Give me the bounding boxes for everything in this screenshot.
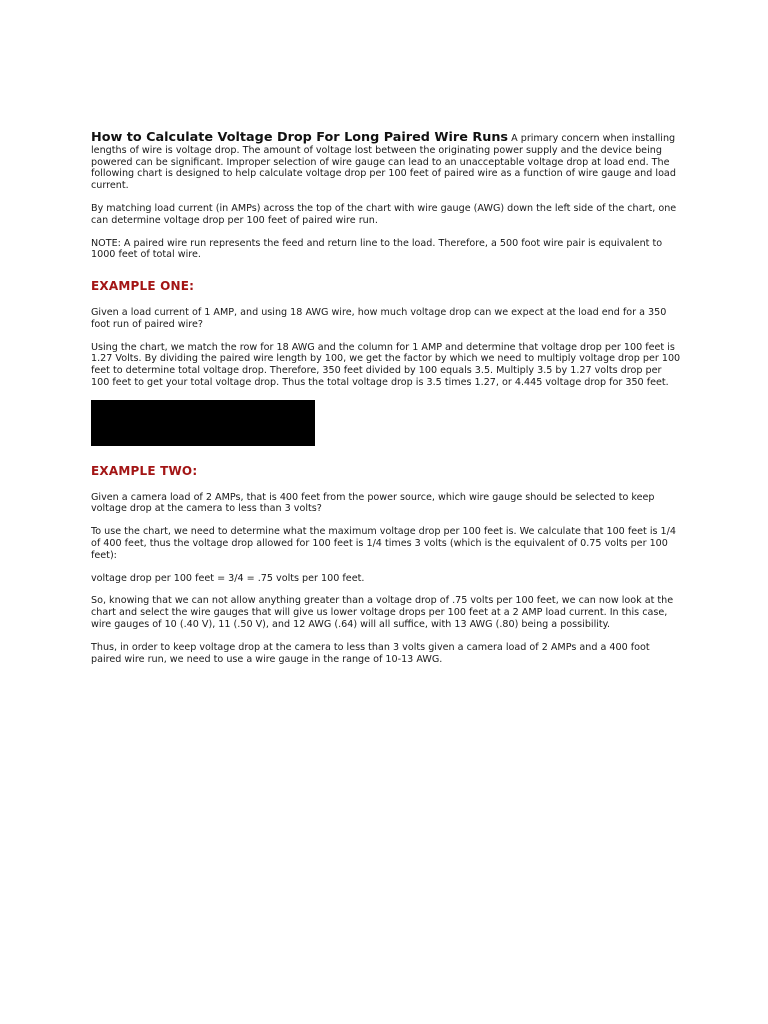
example-two-question: Given a camera load of 2 AMPs, that is 400 feet from the power source, which wire gauge should be selected to keep voltage drop at the camera to less than 3 volts? [91,491,655,515]
example-two-heading: EXAMPLE TWO: [91,463,198,478]
document-page [91,132,681,676]
note-paragraph: NOTE: A paired wire run represents the feed and return line to the load. Therefore, a 500 foot wire pair is equivalent to 1000 feet of total wire. [91,237,663,261]
example-two-step1: To use the chart, we need to determine what the maximum voltage drop per 100 feet is. We calculate that 100 feet is 1/4 of 400 feet, thus the voltage drop allowed for 100 feet is 1/4 times 3 volts (which is the equivalent of 0.75 volts per 100 feet): [91,526,676,561]
example-two-conclusion: Thus, in order to keep voltage drop at the camera to less than 3 volts given a camera load of 2 AMPs and a 400 foot paired wire run, we need to use a wire gauge in the range of 10-13 AWG. [91,641,650,665]
matching-paragraph: By matching load current (in AMPs) across the top of the chart with wire gauge (AWG) down the left side of the chart, one can determine voltage drop per 100 feet of paired wire run. [91,202,677,226]
example-one-explanation: Using the chart, we match the row for 18 AWG and the column for 1 AMP and determine that voltage drop per 100 feet is 1.27 Volts. By dividing the paired wire length by 100, we get the factor by which we need to multiply voltage drop per 100 feet to determine total voltage drop. Therefore, 350 feet divided by 100 equals 3.5. Multiply 3.5 by 1.27 volts drop per 100 feet to get your total voltage drop. Thus the total voltage drop is 3.5 times 1.27, or 4.445 voltage drop for 350 feet. [91,341,681,388]
intro-paragraph [91,132,681,192]
example-one-heading: EXAMPLE ONE: [91,279,195,294]
document-title: How to Calculate Voltage Drop For Long Paired Wire Runs [91,130,509,145]
redacted-formula-box [91,400,315,446]
intro-text: A primary concern when installing lengths of wire is voltage drop. The amount of voltage lost between the originating power supply and the device being powered can be significant. Improper selection of wire gauge can lead to an unacceptable voltage drop at load end. The following chart is designed to help calculate voltage drop per 100 feet of paired wire as a function of wire gauge and load current. [91,133,676,192]
example-two-step2: So, knowing that we can not allow anything greater than a voltage drop of .75 volts per 100 feet, we can now look at the chart and select the wire gauges that will give us lower voltage drops per 100 feet at a 2 AMP load current. In this case, wire gauges of 10 (.40 V), 11 (.50 V), and 12 AWG (.64) will all suffice, with 13 AWG (.80) being a possibility. [91,595,674,630]
example-two-formula: voltage drop per 100 feet = 3/4 = .75 volts per 100 feet. [91,572,365,584]
example-one-question: Given a load current of 1 AMP, and using 18 AWG wire, how much voltage drop can we expect at the load end for a 350 foot run of paired wire? [91,306,667,330]
